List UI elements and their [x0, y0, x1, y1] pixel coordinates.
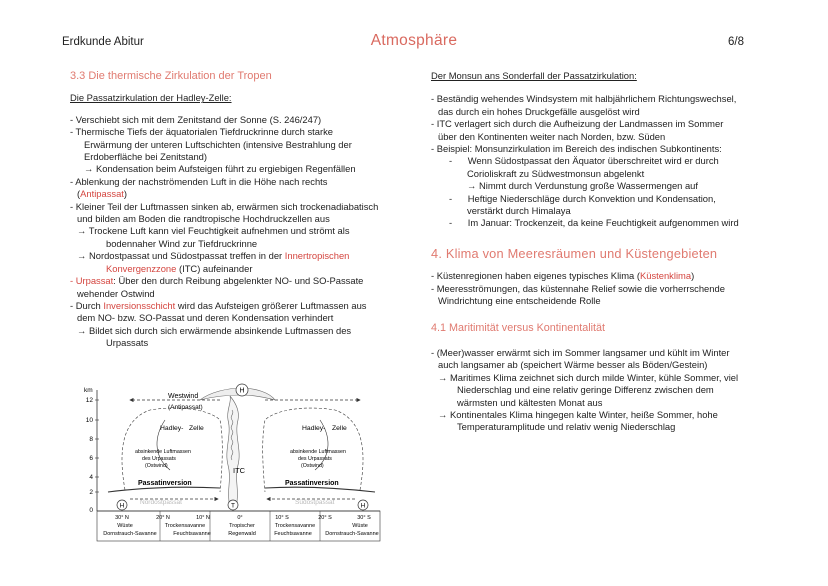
antipassat-label: (Antipassat) [168, 404, 203, 411]
latitude-label: 20° S [318, 515, 332, 521]
text-line: → Trockene Luft kann viel Feuchtigkeit aufnehmen und strömt als [77, 225, 350, 237]
itc-label: ITC [233, 466, 246, 475]
hadley-label-left-2: Zelle [189, 425, 204, 432]
zone-label: Wüste [352, 523, 368, 529]
passat-label-left: Nordostpassat [140, 499, 182, 506]
right-column [431, 70, 739, 434]
text-line: Erdoberfläche bei Zenitstand) [84, 151, 207, 163]
term-inversionsschicht: Inversionsschicht [103, 299, 176, 311]
page-title: Atmosphäre [370, 32, 458, 49]
text-line: - Im Januar: Trockenzeit, da keine Feuchtigkeit aufgenommen wird [449, 217, 739, 229]
y-ticks [86, 397, 94, 514]
text-line: wärmsten und kältesten Monat aus [457, 396, 603, 408]
hadley-subheading: Die Passatzirkulation der Hadley-Zelle: [70, 92, 232, 104]
latitude-label: 30° S [357, 515, 371, 521]
zone-label: Regenwald [228, 531, 256, 537]
zone-label: Tropischer [229, 523, 255, 529]
text-line: - Beispiel: Monsunzirkulation im Bereich des indischen Subkontinents: [431, 143, 722, 155]
text-line: - Heftige Niederschläge durch Konvektion und Kondensation, [449, 192, 716, 204]
sinking-air-right: absinkende Luftmassen [290, 449, 346, 455]
zone-label: Trockensavanne [164, 523, 206, 529]
text-line: → Kondensation beim Aufsteigen führt zu ergiebigen Regenfällen [84, 163, 356, 175]
text-line: auch langsamer ab (speichert Wärme besser als Böden/Gestein) [438, 359, 708, 371]
zone-label: Feuchtsavanne [274, 531, 312, 537]
h-label: H [360, 502, 366, 510]
term-antipassat: Antipassat [80, 188, 124, 200]
term-kuestenklima: Küstenklima [639, 270, 692, 282]
sinking-air-left-3: (Ostwind) [145, 463, 168, 469]
text-line: - Thermische Tiefs der äquatorialen Tiefdruckrinne durch starke [70, 126, 333, 138]
text-line: - Beständig wehendes Windsystem mit halbjährlichem Richtungswechsel, [431, 93, 737, 105]
y-tick: 10 [85, 417, 93, 424]
section-heading-4-1: 4.1 Maritimität versus Kontinentalität [431, 321, 606, 334]
text-line: das durch ein hohes Druckgefälle ausgelöst wird [438, 105, 640, 117]
sinking-air-right-3: (Ostwind) [301, 463, 324, 469]
sinking-air-right-2: des Urpassats [298, 456, 332, 462]
text-line: Temperaturamplitude und relativ wenig Niederschlag [457, 421, 676, 433]
hadley-label-right: Hadley- [302, 425, 326, 432]
y-tick: 4 [89, 474, 93, 481]
westwind-label: Westwind [168, 393, 199, 400]
text-line: (Antipassat) [77, 188, 128, 200]
t-label: T [231, 502, 235, 510]
h-label: H [239, 387, 245, 395]
inversion-line-right [265, 487, 375, 492]
zone-label: Wüste [117, 523, 133, 529]
text-line: Corioliskraft zu Südwestmonsun abgelenkt [467, 167, 645, 179]
text-line: Konvergenzzone (ITC) aufeinander [106, 262, 253, 274]
y-tick: 0 [89, 507, 93, 514]
text-line: bodennaher Wind zur Tiefdruckrinne [106, 237, 258, 249]
latitude-label: 0° [237, 515, 243, 521]
text-line: über den Kontinenten weiter nach Norden, bzw. Süden [438, 130, 666, 142]
y-tick: 12 [85, 397, 93, 404]
text-line: - (Meer)wasser erwärmt sich im Sommer langsamer und kühlt im Winter [431, 346, 730, 358]
latitude-label: 10° S [275, 515, 289, 521]
hadley-label-left: Hadley- [160, 425, 184, 432]
text-line: wehender Ostwind [77, 287, 155, 299]
text-line: Niederschlag und eine relativ geringe Differenz zwischen dem [457, 384, 714, 396]
text-line: - Wenn Südostpassat den Äquator überschreitet wird er durch [449, 155, 719, 167]
zone-label: Dornstrauch-Savanne [325, 531, 379, 537]
hadley-cell-diagram [70, 380, 390, 546]
y-tick: 6 [89, 455, 93, 462]
header-subject: Erdkunde Abitur [62, 36, 144, 48]
inversion-label-left: Passatinversion [138, 480, 192, 487]
text-line: - Verschiebt sich mit dem Zenitstand der Sonne (S. 246/247) [70, 113, 322, 125]
section-heading-4: 4. Klima von Meeresräumen und Küstengebieten [431, 245, 718, 261]
text-line: → Maritimes Klima zeichnet sich durch milde Winter, kühle Sommer, viel [438, 371, 739, 383]
passat-label-right: Südostpassat [295, 499, 335, 506]
latitude-label: 30° N [115, 515, 129, 521]
sinking-air-left-2: des Urpassats [142, 456, 176, 462]
zone-label: Dornstrauch-Savanne [103, 531, 157, 537]
text-line: - ITC verlagert sich durch die Aufheizung der Landmassen im Sommer [431, 118, 724, 130]
y-axis-unit: km [84, 387, 93, 394]
latitude-label: 10° N [196, 515, 210, 521]
section-heading-3-3: 3.3 Die thermische Zirkulation der Tropen [70, 70, 272, 82]
text-line: - Ablenkung der nachströmenden Luft in die Höhe nach rechts [70, 175, 328, 187]
monsun-heading: Der Monsun ans Sonderfall der Passatzirkulation: [431, 70, 637, 81]
latitude-label: 20° N [156, 515, 170, 521]
y-tick: 8 [89, 436, 93, 443]
zone-label: Trockensavanne [274, 523, 316, 529]
text-line: - Meeresströmungen, das küstennahe Relief sowie die vorherrschende [431, 282, 725, 294]
text-line: dem NO- bzw. SO-Passat und deren Kondensation verhindert [77, 312, 334, 324]
term-itc: Innertropischen [284, 250, 350, 262]
text-line: Erwärmung der unteren Luftschichten (intensive Bestrahlung der [84, 138, 352, 150]
text-line: - Kleiner Teil der Luftmassen sinken ab, erwärmen sich trockenadiabatisch [70, 200, 379, 212]
text-line: - Durch Inversionsschicht wird das Aufsteigen größerer Luftmassen aus [70, 299, 367, 311]
text-line: verstärkt durch Himalaya [467, 205, 571, 217]
term-urpassat: - Urpassat [70, 275, 114, 287]
text-line: - Urpassat: Über den durch Reibung abgelenkter NO- und SO-Passate [70, 275, 364, 287]
y-tick: 2 [89, 489, 93, 496]
text-line: Urpassats [106, 337, 149, 349]
text-line: Windrichtung eine entscheidende Rolle [438, 295, 601, 307]
inversion-label-right: Passatinversion [285, 480, 339, 487]
text-line: → Bildet sich durch sich erwärmende absinkende Luftmassen des [77, 324, 352, 336]
itc-cloud-tower [200, 388, 275, 508]
page-number: 6/8 [728, 36, 744, 48]
text-line: und bilden am Boden die randtropische Hochdruckzellen aus [77, 213, 330, 225]
left-column [70, 70, 378, 350]
zone-label: Feuchtsavanne [173, 531, 211, 537]
text-line: → Nimmt durch Verdunstung große Wassermengen auf [467, 180, 699, 192]
text-line: - Küstenregionen haben eigenes typisches Klima (Küstenklima) [431, 270, 695, 282]
hadley-label-right-2: Zelle [332, 425, 347, 432]
sinking-air-left: absinkende Luftmassen [135, 449, 191, 455]
text-line: → Nordostpassat und Südostpassat treffen in der Innertropischen [77, 250, 350, 262]
h-label: H [119, 502, 125, 510]
text-line: → Kontinentales Klima hingegen kalte Winter, heiße Sommer, hohe [438, 408, 718, 420]
